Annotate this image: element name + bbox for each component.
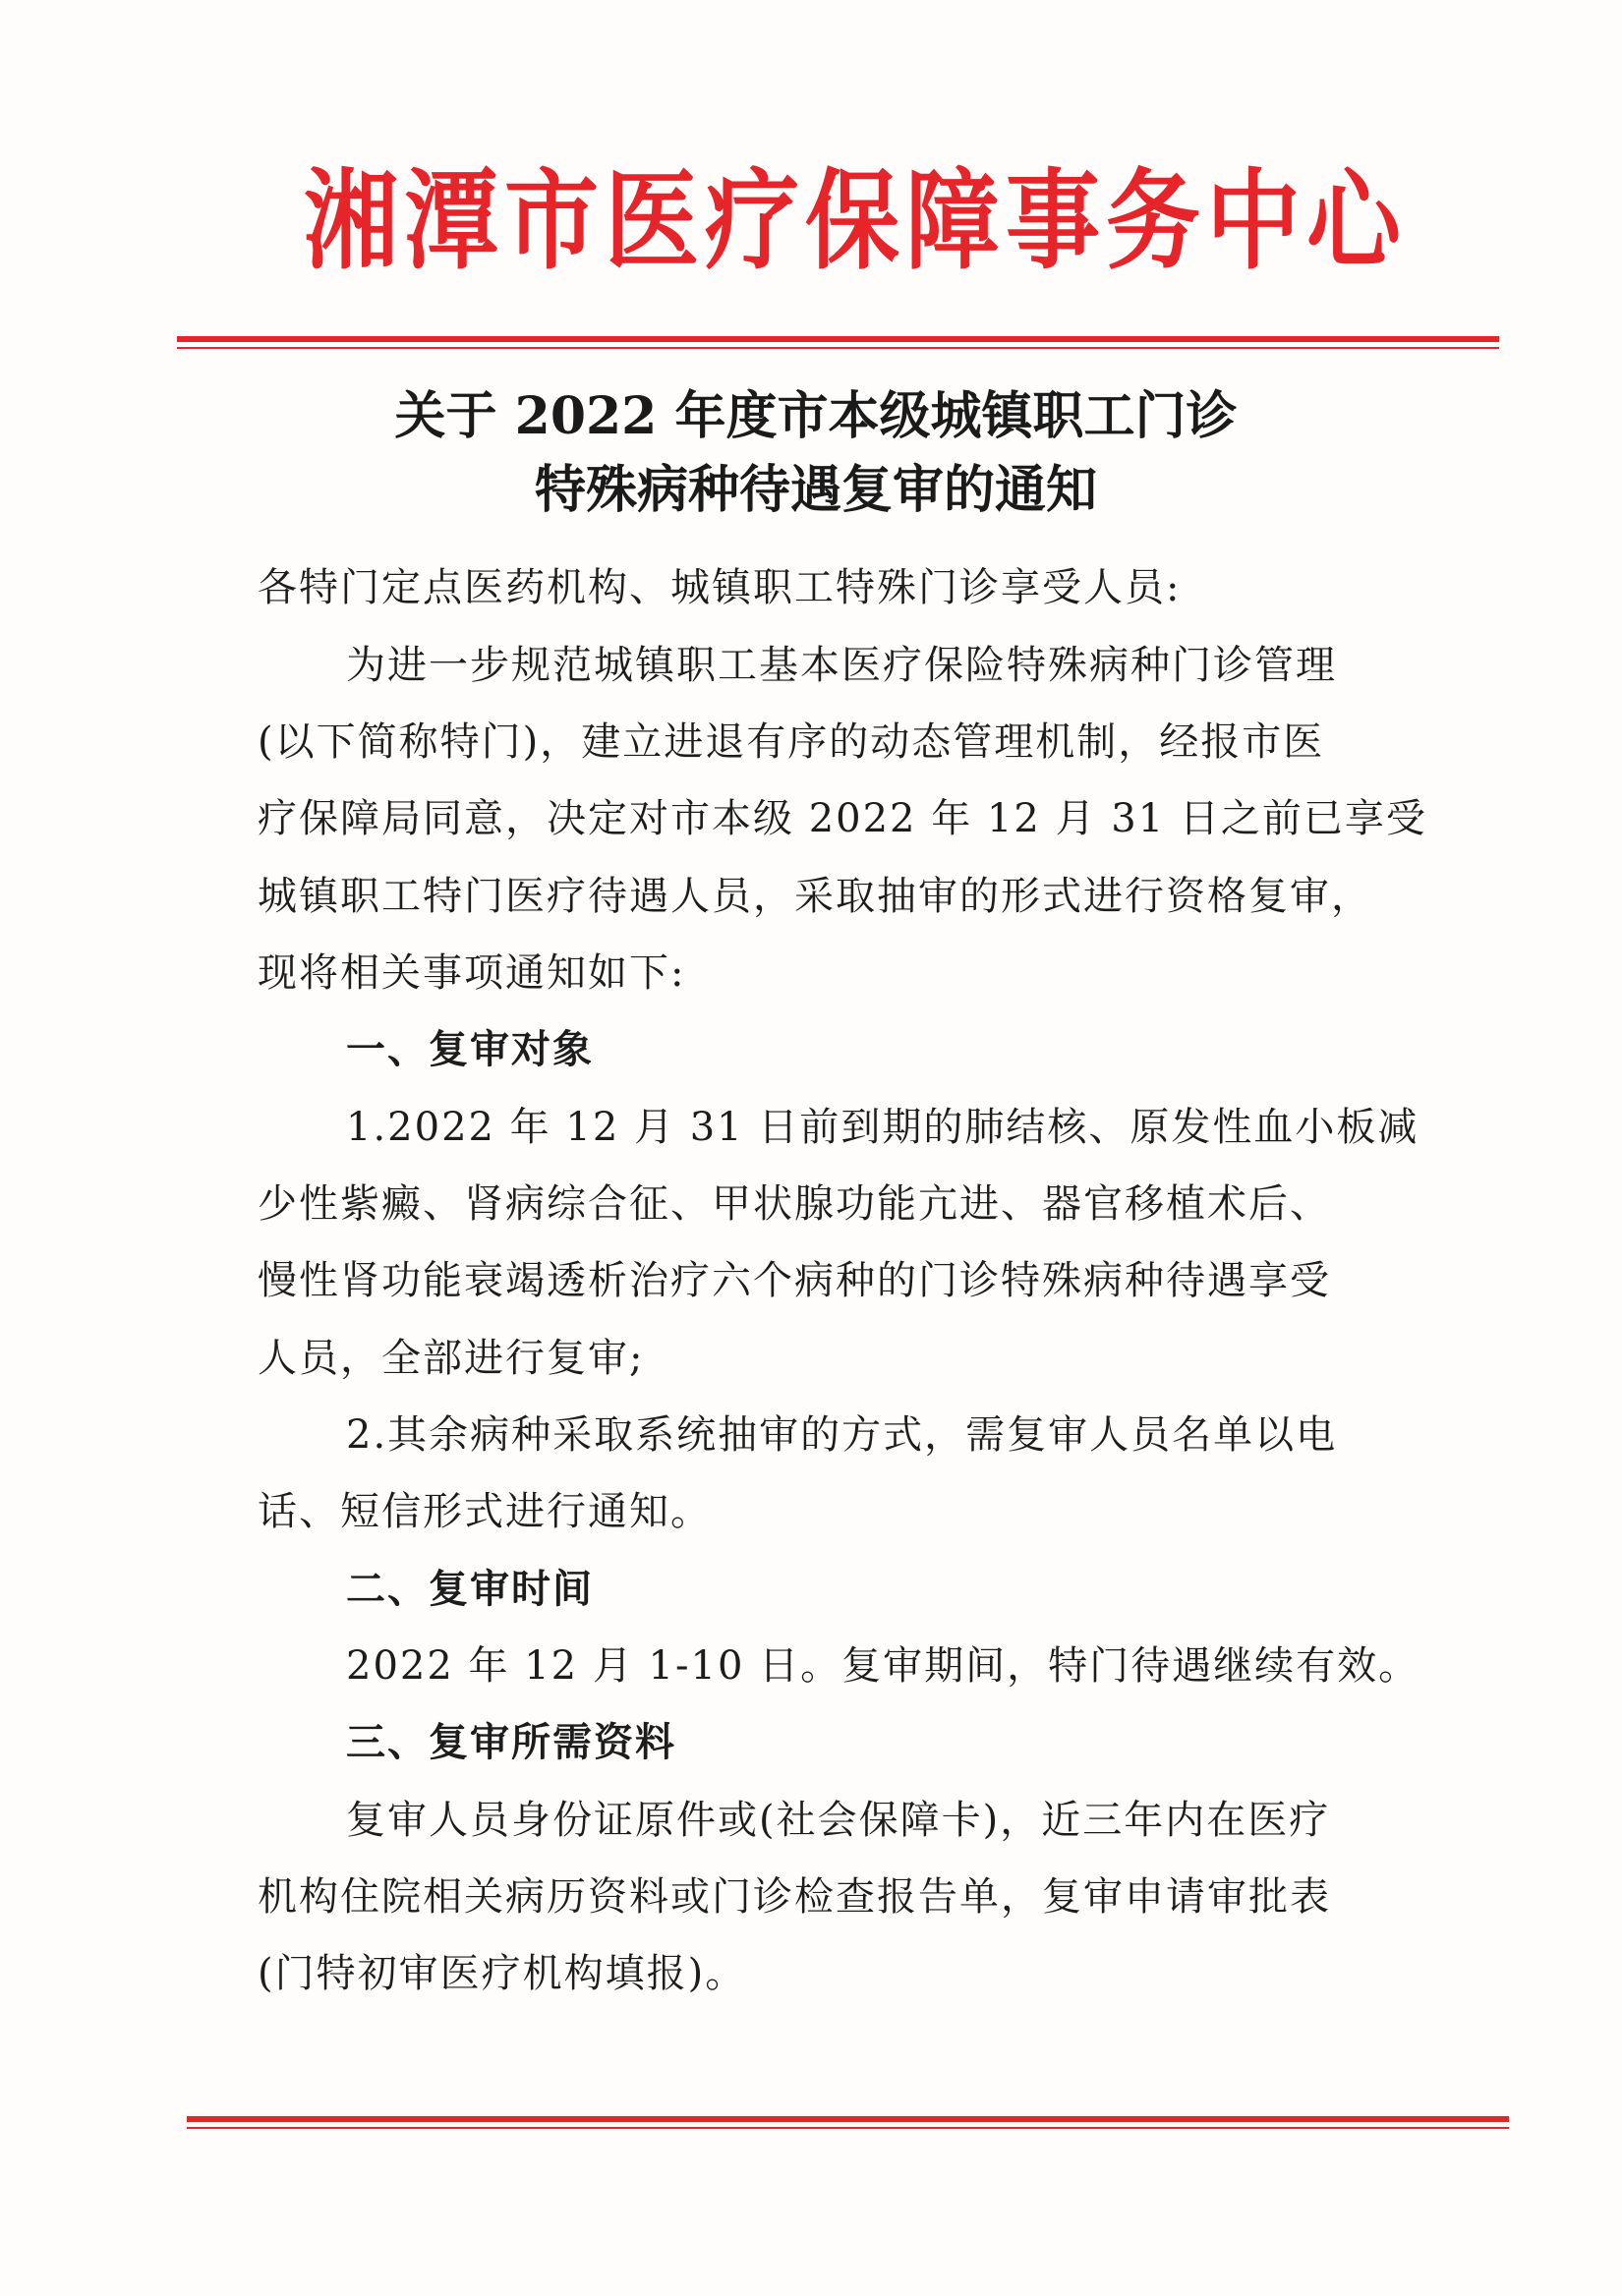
organization-header: 湘潭市医疗保障事务中心 — [304, 156, 1407, 285]
section-heading: 二、复审时间 — [346, 1567, 594, 1612]
section-item-line: 2.其余病种采取系统抽审的方式，需复审人员名单以电 — [346, 1412, 1338, 1458]
section-item-line: 1.2022 年 12 月 31 日前到期的肺结核、原发性血小板减 — [346, 1105, 1419, 1150]
section-item-line: 慢性肾功能衰竭透析治疗六个病种的门诊特殊病种待遇享受 — [258, 1258, 1331, 1303]
section-item-line: 人员，全部进行复审; — [258, 1336, 645, 1381]
section-text-line: (门特初审医疗机构填报)。 — [258, 1951, 747, 1996]
section-heading: 三、复审所需资料 — [346, 1720, 676, 1765]
section-text: 2022 年 12 月 1-10 日。复审期间，特门待遇继续有效。 — [346, 1643, 1420, 1689]
intro-line: (以下简称特门)，建立进退有序的动态管理机制，经报市医 — [258, 719, 1325, 765]
intro-line: 现将相关事项通知如下: — [258, 950, 686, 996]
document-title-line-2: 特殊病种待遇复审的通知 — [534, 460, 1097, 520]
intro-line: 为进一步规范城镇职工基本医疗保险特殊病种门诊管理 — [346, 643, 1337, 688]
salutation: 各特门定点医药机构、城镇职工特殊门诊享受人员: — [258, 565, 1182, 610]
section-text-line: 复审人员身份证原件或(社会保障卡)，近三年内在医疗 — [346, 1798, 1331, 1843]
section-item-line: 话、短信形式进行通知。 — [258, 1489, 712, 1534]
header-divider — [177, 336, 1499, 349]
section-item-line: 少性紫癜、肾病综合征、甲状腺功能亢进、器官移植术后、 — [258, 1181, 1331, 1227]
section-heading: 一、复审对象 — [346, 1027, 594, 1072]
intro-line: 疗保障局同意，决定对市本级 2022 年 12 月 31 日之前已享受 — [258, 796, 1427, 841]
section-text-line: 机构住院相关病历资料或门诊检查报告单，复审申请审批表 — [258, 1874, 1331, 1920]
intro-line: 城镇职工特门医疗待遇人员，采取抽审的形式进行资格复审， — [258, 874, 1372, 919]
footer-divider — [187, 2116, 1509, 2129]
document-title-line-1: 关于 2022 年度市本级城镇职工门诊 — [394, 386, 1238, 446]
